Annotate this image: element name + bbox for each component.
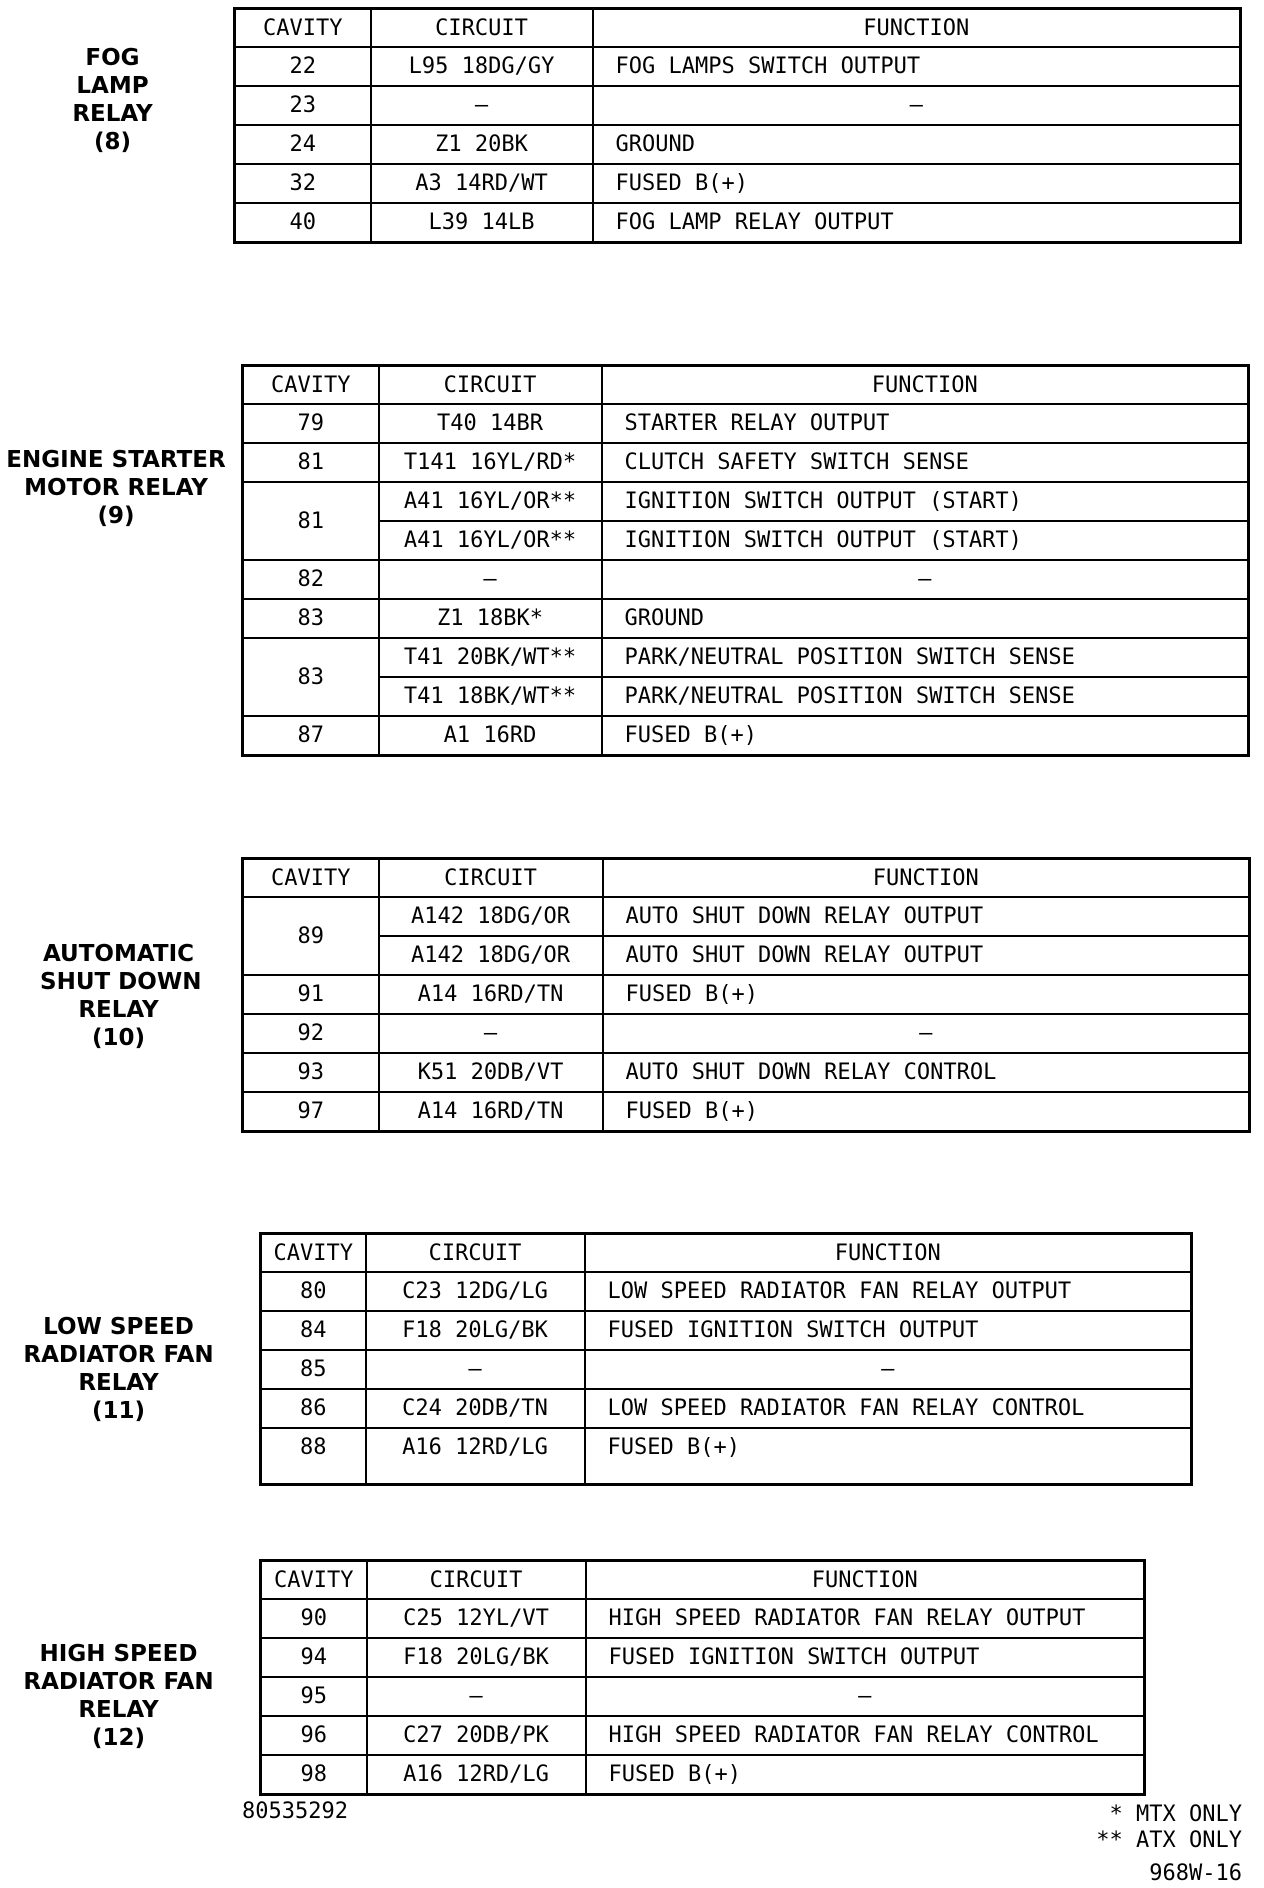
table-row	[243, 1053, 1250, 1092]
table-row	[261, 1677, 1145, 1716]
table-row	[243, 560, 1249, 599]
high-speed-radiator-fan-relay-table	[259, 1559, 1146, 1796]
table-row	[243, 443, 1249, 482]
header-row	[243, 859, 1250, 898]
cavity-cell: 87	[243, 716, 379, 756]
function-header: FUNCTION	[585, 1234, 1192, 1273]
function-cell: AUTO SHUT DOWN RELAY OUTPUT	[603, 897, 1250, 936]
circuit-cell: –	[367, 1677, 586, 1716]
header-row	[261, 1561, 1145, 1600]
low-speed-radiator-fan-relay-label: LOW SPEED RADIATOR FAN RELAY (11)	[23, 1314, 214, 1424]
function-cell: FUSED IGNITION SWITCH OUTPUT	[585, 1311, 1192, 1350]
circuit-cell: A16 12RD/LG	[367, 1755, 586, 1795]
table-row	[261, 1272, 1192, 1311]
function-cell: HIGH SPEED RADIATOR FAN RELAY CONTROL	[586, 1716, 1145, 1755]
cavity-cell: 82	[243, 560, 379, 599]
circuit-cell: Z1 20BK	[371, 125, 593, 164]
table-row	[261, 1716, 1145, 1755]
cavity-cell: 91	[243, 975, 379, 1014]
circuit-cell: –	[371, 86, 593, 125]
circuit-header: CIRCUIT	[366, 1234, 585, 1273]
circuit-cell: A16 12RD/LG	[366, 1428, 585, 1485]
table-row	[261, 1311, 1192, 1350]
function-cell: CLUTCH SAFETY SWITCH SENSE	[602, 443, 1249, 482]
function-cell: AUTO SHUT DOWN RELAY CONTROL	[603, 1053, 1250, 1092]
table-row	[261, 1389, 1192, 1428]
cavity-cell: 93	[243, 1053, 379, 1092]
function-header: FUNCTION	[602, 366, 1249, 405]
high-speed-radiator-fan-relay-label: HIGH SPEED RADIATOR FAN RELAY (12)	[23, 1641, 214, 1751]
circuit-cell: T41 20BK/WT**	[379, 638, 602, 677]
cavity-cell: 79	[243, 404, 379, 443]
fog-lamp-relay-table	[233, 7, 1242, 244]
automatic-shut-down-relay-table	[241, 857, 1251, 1133]
circuit-cell: C27 20DB/PK	[367, 1716, 586, 1755]
circuit-cell: C25 12YL/VT	[367, 1599, 586, 1638]
function-header: FUNCTION	[603, 859, 1250, 898]
header-row	[243, 366, 1249, 405]
table-row	[243, 975, 1250, 1014]
function-cell: PARK/NEUTRAL POSITION SWITCH SENSE	[602, 638, 1249, 677]
circuit-cell: F18 20LG/BK	[366, 1311, 585, 1350]
table-row	[235, 125, 1241, 164]
cavity-cell: 83	[243, 638, 379, 716]
engine-starter-motor-relay-table	[241, 364, 1250, 757]
function-header: FUNCTION	[593, 9, 1241, 48]
table-row	[235, 47, 1241, 86]
function-cell: FUSED B(+)	[586, 1755, 1145, 1795]
circuit-header: CIRCUIT	[379, 366, 602, 405]
function-cell: PARK/NEUTRAL POSITION SWITCH SENSE	[602, 677, 1249, 716]
function-header: FUNCTION	[586, 1561, 1145, 1600]
circuit-cell: A14 16RD/TN	[379, 975, 603, 1014]
cavity-cell: 24	[235, 125, 371, 164]
cavity-cell: 94	[261, 1638, 367, 1677]
circuit-cell: A3 14RD/WT	[371, 164, 593, 203]
circuit-cell: A142 18DG/OR	[379, 936, 603, 975]
function-cell: –	[585, 1350, 1192, 1389]
header-row	[261, 1234, 1192, 1273]
function-cell: –	[586, 1677, 1145, 1716]
table-row	[243, 677, 1249, 716]
circuit-cell: –	[379, 560, 602, 599]
legend-mtx: * MTX ONLY	[1109, 1802, 1242, 1827]
table-row	[243, 1014, 1250, 1053]
engine-starter-motor-relay-label: ENGINE STARTER MOTOR RELAY (9)	[6, 447, 226, 529]
function-cell: FUSED B(+)	[602, 716, 1249, 756]
cavity-cell: 32	[235, 164, 371, 203]
circuit-header: CIRCUIT	[379, 859, 603, 898]
circuit-cell: A142 18DG/OR	[379, 897, 603, 936]
cavity-cell: 95	[261, 1677, 367, 1716]
table-row	[261, 1599, 1145, 1638]
cavity-cell: 97	[243, 1092, 379, 1132]
automatic-shut-down-relay-label: AUTOMATIC SHUT DOWN RELAY (10)	[40, 941, 202, 1051]
circuit-header: CIRCUIT	[371, 9, 593, 48]
function-cell: –	[602, 560, 1249, 599]
cavity-header: CAVITY	[261, 1234, 366, 1273]
function-cell: AUTO SHUT DOWN RELAY OUTPUT	[603, 936, 1250, 975]
table-row	[243, 1092, 1250, 1132]
cavity-header: CAVITY	[243, 366, 379, 405]
cavity-cell: 84	[261, 1311, 366, 1350]
cavity-cell: 86	[261, 1389, 366, 1428]
cavity-header: CAVITY	[243, 859, 379, 898]
circuit-cell: T141 16YL/RD*	[379, 443, 602, 482]
legend-atx: ** ATX ONLY	[1096, 1828, 1242, 1853]
part-number: 80535292	[242, 1799, 348, 1824]
circuit-cell: –	[366, 1350, 585, 1389]
low-speed-radiator-fan-relay-table	[259, 1232, 1193, 1486]
cavity-cell: 85	[261, 1350, 366, 1389]
cavity-cell: 92	[243, 1014, 379, 1053]
table-row	[261, 1638, 1145, 1677]
function-cell: LOW SPEED RADIATOR FAN RELAY OUTPUT	[585, 1272, 1192, 1311]
circuit-cell: L39 14LB	[371, 203, 593, 243]
cavity-cell: 98	[261, 1755, 367, 1795]
table-row	[243, 521, 1249, 560]
circuit-cell: C24 20DB/TN	[366, 1389, 585, 1428]
cavity-cell: 81	[243, 482, 379, 560]
cavity-cell: 40	[235, 203, 371, 243]
circuit-cell: A1 16RD	[379, 716, 602, 756]
circuit-cell: T41 18BK/WT**	[379, 677, 602, 716]
function-cell: LOW SPEED RADIATOR FAN RELAY CONTROL	[585, 1389, 1192, 1428]
function-cell: FUSED IGNITION SWITCH OUTPUT	[586, 1638, 1145, 1677]
function-cell: GROUND	[593, 125, 1241, 164]
cavity-cell: 88	[261, 1428, 366, 1485]
function-cell: FUSED B(+)	[603, 1092, 1250, 1132]
table-row	[261, 1755, 1145, 1795]
function-cell: HIGH SPEED RADIATOR FAN RELAY OUTPUT	[586, 1599, 1145, 1638]
header-row	[235, 9, 1241, 48]
function-cell: IGNITION SWITCH OUTPUT (START)	[602, 482, 1249, 521]
circuit-cell: A14 16RD/TN	[379, 1092, 603, 1132]
function-cell: –	[593, 86, 1241, 125]
circuit-header: CIRCUIT	[367, 1561, 586, 1600]
table-row	[235, 203, 1241, 243]
function-cell: STARTER RELAY OUTPUT	[602, 404, 1249, 443]
circuit-cell: F18 20LG/BK	[367, 1638, 586, 1677]
table-row	[243, 716, 1249, 756]
circuit-cell: K51 20DB/VT	[379, 1053, 603, 1092]
cavity-cell: 81	[243, 443, 379, 482]
table-row	[243, 482, 1249, 521]
function-cell: FUSED B(+)	[593, 164, 1241, 203]
function-cell: IGNITION SWITCH OUTPUT (START)	[602, 521, 1249, 560]
table-row	[243, 897, 1250, 936]
table-row	[235, 86, 1241, 125]
circuit-cell: Z1 18BK*	[379, 599, 602, 638]
circuit-cell: L95 18DG/GY	[371, 47, 593, 86]
circuit-cell: A41 16YL/OR**	[379, 521, 602, 560]
function-cell: FUSED B(+)	[603, 975, 1250, 1014]
cavity-cell: 22	[235, 47, 371, 86]
circuit-cell: T40 14BR	[379, 404, 602, 443]
cavity-cell: 83	[243, 599, 379, 638]
circuit-cell: A41 16YL/OR**	[379, 482, 602, 521]
cavity-cell: 80	[261, 1272, 366, 1311]
function-cell: GROUND	[602, 599, 1249, 638]
circuit-cell: –	[379, 1014, 603, 1053]
cavity-header: CAVITY	[235, 9, 371, 48]
cavity-cell: 89	[243, 897, 379, 975]
cavity-cell: 90	[261, 1599, 367, 1638]
table-row	[243, 404, 1249, 443]
cavity-header: CAVITY	[261, 1561, 367, 1600]
cavity-cell: 96	[261, 1716, 367, 1755]
table-row	[243, 599, 1249, 638]
figure-id: 968W-16	[1149, 1861, 1242, 1886]
table-row	[261, 1350, 1192, 1389]
cavity-cell: 23	[235, 86, 371, 125]
circuit-cell: C23 12DG/LG	[366, 1272, 585, 1311]
function-cell: –	[603, 1014, 1250, 1053]
function-cell: FUSED B(+)	[585, 1428, 1192, 1485]
function-cell: FOG LAMP RELAY OUTPUT	[593, 203, 1241, 243]
table-row	[261, 1428, 1192, 1485]
table-row	[243, 936, 1250, 975]
table-row	[235, 164, 1241, 203]
fog-lamp-relay-label: FOG LAMP RELAY (8)	[72, 45, 153, 155]
function-cell: FOG LAMPS SWITCH OUTPUT	[593, 47, 1241, 86]
table-row	[243, 638, 1249, 677]
